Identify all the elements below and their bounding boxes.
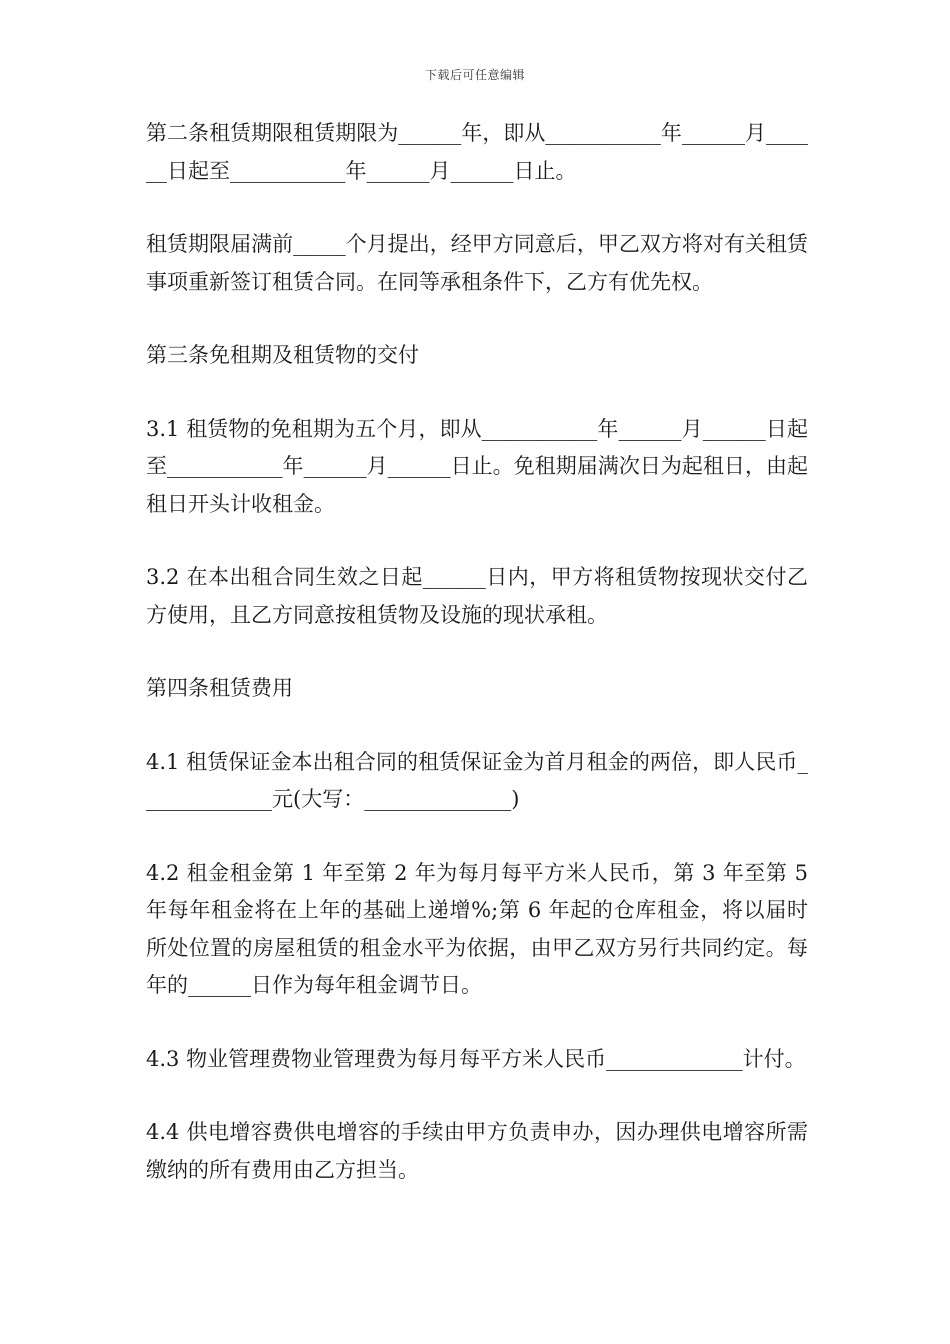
document-body xyxy=(146,115,815,1225)
clause-4-3-paragraph: 4.3 物业管理费物业管理费为每月每平方米人民币_____________计付。 xyxy=(146,1046,806,1071)
article-4-heading: 第四条租赁费用 xyxy=(146,676,293,700)
clause-4-2-paragraph: 4.2 租金租金第 1 年至第 2 年为每月每平方米人民币，第 3 年至第 5 年每年租金将在上年的基础上递增%;第 6 年起的仓库租金，将以届时所处位置的房屋租赁的租金水平为依据，由甲乙双方另行共同约定。每年的______日作为每年租金调节日。 xyxy=(146,860,815,997)
article-3-heading: 第三条免租期及租赁物的交付 xyxy=(146,343,419,367)
article-2-paragraph: 第二条租赁期限租赁期限为______年，即从___________年______月______日起至___________年______月______日止。 xyxy=(146,121,808,183)
clause-4-4-paragraph: 4.4 供电增容费供电增容的手续由甲方负责申办，因办理供电增容所需缴纳的所有费用由乙方担当。 xyxy=(146,1120,808,1182)
clause-3-1-paragraph: 3.1 租赁物的免租期为五个月，即从___________年______月______日起至___________年______月______日止。免租期届满次日为起租日，由起租日开头计收租金。 xyxy=(146,416,808,516)
renewal-paragraph: 租赁期限届满前_____个月提出，经甲方同意后，甲乙双方将对有关租赁事项重新签订租赁合同。在同等承租条件下，乙方有优先权。 xyxy=(146,232,808,294)
header-note: 下载后可任意编辑 xyxy=(424,68,525,82)
clause-3-2-paragraph: 3.2 在本出租合同生效之日起______日内，甲方将租赁物按现状交付乙方使用，且乙方同意按租赁物及设施的现状承租。 xyxy=(146,565,808,627)
clause-4-1-paragraph: 4.1 租赁保证金本出租合同的租赁保证金为首月租金的两倍，即人民币_____________元(大写：______________) xyxy=(146,749,808,811)
